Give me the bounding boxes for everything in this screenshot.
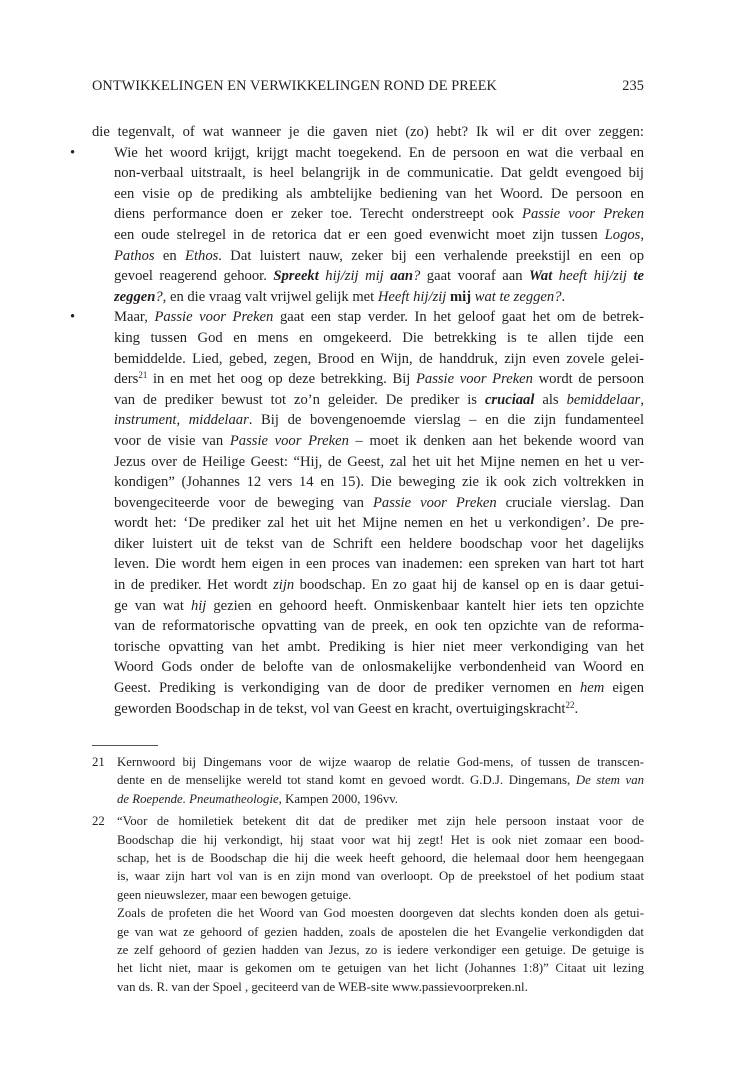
footnote-21 — [92, 753, 644, 808]
bullet-icon: • — [70, 309, 76, 326]
text-line: leven. Die wordt hem eigen in een proces van inademen: een spreken van hart tot hart — [114, 556, 644, 573]
text-line: Geest. Prediking is verkondiging van de door de prediker vernomen en hem eigen — [114, 680, 644, 697]
footnote-line: Kernwoord bij Dingemans voor de wijze waarop de relatie God-mens, of tussen de transcen- — [117, 755, 644, 769]
text-line: bovengeciteerde voor de beweging van Passie voor Preken cruciale vierslag. Dan — [114, 494, 644, 511]
text-line: wordt het: ‘De prediker zal het uit het Mijne nemen en het u verkondigen’. De pre- — [114, 515, 644, 532]
text-line: king tussen God en mens en omgekeerd. Die betrekking is te allen tijde een — [114, 329, 644, 346]
footnote-number: 21 — [92, 755, 105, 769]
text-line: in de prediker. Het wordt zijn boodschap. En zo gaat hij de kansel op en is daar getui- — [114, 577, 644, 594]
bullet-item-2 — [70, 307, 644, 719]
intro-line: die tegenvalt, of wat wanneer je die gaven niet (zo) hebt? Ik wil er dit over zeggen: — [92, 124, 644, 140]
footnote-line: Zoals de profeten die het Woord van God moesten doorgeven dat slechts konden doen als getui- — [117, 906, 644, 921]
text-line: voor de visie van Passie voor Preken – moet ik denken aan het bekende woord van — [114, 432, 644, 449]
text-line: kondigen” (Johannes 12 vers 14 en 15). Die beweging zie ik ook zich voltrekken in — [114, 474, 644, 491]
text-line: diens performance doen er zeker toe. Terecht onderstreept ook Passie voor Preken — [114, 206, 644, 223]
text-line: van de reformatorische opvatting van de preek, en ook ten opzichte van de reforma- — [114, 618, 644, 635]
text-line: diker luistert uit de tekst van de Schrift een heldere boodschap voor het dagelijks — [114, 535, 644, 552]
text-line: ders$^{21}$ in en met het oog op deze betrekking. Bij Passie voor Preken wordt de persoon — [114, 370, 644, 388]
footnote-line: “Voor de homiletiek betekent dit dat de prediker met zijn hele persoon instaat voor de — [117, 814, 644, 829]
footnote-line: Boodschap die hij verkondigt, hij staat voor wat hij zegt! Het is ook niet zomaar een bood- — [117, 832, 644, 847]
footnote-line: ze zelf gehoord of gezien hadden van Jezus, zo is iedere verkondiger een getuige. De getuige is — [117, 942, 644, 957]
footnote-22 — [92, 812, 644, 996]
bullet-icon: • — [70, 144, 76, 161]
text-line: torische opvatting van het ambt. Prediking is hier niet meer verkondiging van het — [114, 638, 644, 655]
text-line: Pathos en Ethos. Dat luistert nauw, zeker bij een verhalende preekstijl en een op — [114, 247, 644, 264]
text-line: bemiddelde. Lied, gebed, zegen, Brood en Wijn, de handdruk, zijn even zovele gelei- — [114, 350, 644, 367]
bullet-item-1 — [70, 143, 644, 308]
text-line: geworden Boodschap in de tekst, vol van Geest en kracht, overtuigingskracht$^{22}$. — [114, 699, 579, 717]
text-line: instrument, middelaar. Bij de bovengenoemde vierslag – en die zijn fundamenteel — [114, 412, 644, 429]
footnote-line: ge van wat ze gehoord of gezien hadden, zoals de apostelen die het Evangelie verkondigden dat — [117, 924, 644, 939]
text-line: non-verbaal uitstraalt, is heel belangrijk in de communicatie. Dat geldt evengoed bij — [114, 165, 644, 182]
footnotes — [92, 753, 644, 996]
text-line: Maar, Passie voor Preken gaat een stap verder. In het geloof gaat het om de betrek- — [114, 309, 644, 326]
footnote-line: de Roepende. Pneumatheologie, Kampen 2000, 196vv. — [117, 791, 398, 806]
text-line: Wie het woord krijgt, krijgt macht toegekend. En de persoon en wat die verbaal en — [114, 144, 644, 161]
footnote-line: is, waar zijn hart vol van is en zijn mond van overloopt. Op de preekstoel of het podium staat — [117, 869, 644, 884]
text-line: Woord Gods onder de belofte van de onlosmakelijke verbondenheid van Woord en — [114, 659, 644, 676]
text-line: een oude stelregel in de retorica dat er een goed evenwicht moet zijn tussen Logos, — [114, 226, 644, 243]
text-line: van de prediker bewust tot zo’n geleider. De prediker is cruciaal als bemiddelaar, — [114, 391, 644, 408]
footnote-line: geen nieuwslezer, maar een bewogen getuige. — [117, 887, 352, 902]
footnote-line: het licht niet, maar is gekomen om te getuigen van het licht (Johannes 1:8)” Citaat uit lezing — [117, 961, 644, 976]
page-number: 235 — [622, 78, 644, 94]
text-line: Jezus over de Heilige Geest: “Hij, de Geest, zal het uit het Mijne nemen en het u ver- — [114, 453, 644, 470]
footnote-line: schap, het is de Boodschap die hij die week heeft gehoord, die helemaal door hem heengegaan — [117, 850, 644, 865]
footnote-ref-21: 21 — [138, 370, 148, 381]
main-text — [70, 122, 644, 719]
footnote-number: 22 — [92, 814, 105, 829]
text-line: ge van wat hij gezien en gehoord heeft. Onmiskenbaar kantelt hier iets ten opzichte — [114, 597, 644, 614]
footnote-ref-22: 22 — [565, 699, 575, 710]
footnote-divider — [92, 745, 158, 746]
footnote-line: van ds. R. van der Spoel , geciteerd van de WEB-site www.passievoorpreken.nl. — [117, 979, 528, 994]
text-line: zeggen?, en die vraag valt vrijwel gelijk met Heeft hij/zij mij wat te zeggen?. — [114, 288, 566, 305]
text-line: gevoel reagerend gehoor. Spreekt hij/zij mij aan? gaat vooraf aan Wat heeft hij/zij te — [114, 268, 644, 285]
text-line: een visie op de prediking als ambtelijke bediening van het Woord. De persoon en — [114, 185, 644, 202]
chapter-title: ONTWIKKELINGEN EN VERWIKKELINGEN ROND DE PREEK — [92, 78, 497, 94]
footnote-line: dente en de menselijke wereld tot stand komt en gevoed wordt. G.D.J. Dingemans, De stem van — [117, 773, 644, 788]
